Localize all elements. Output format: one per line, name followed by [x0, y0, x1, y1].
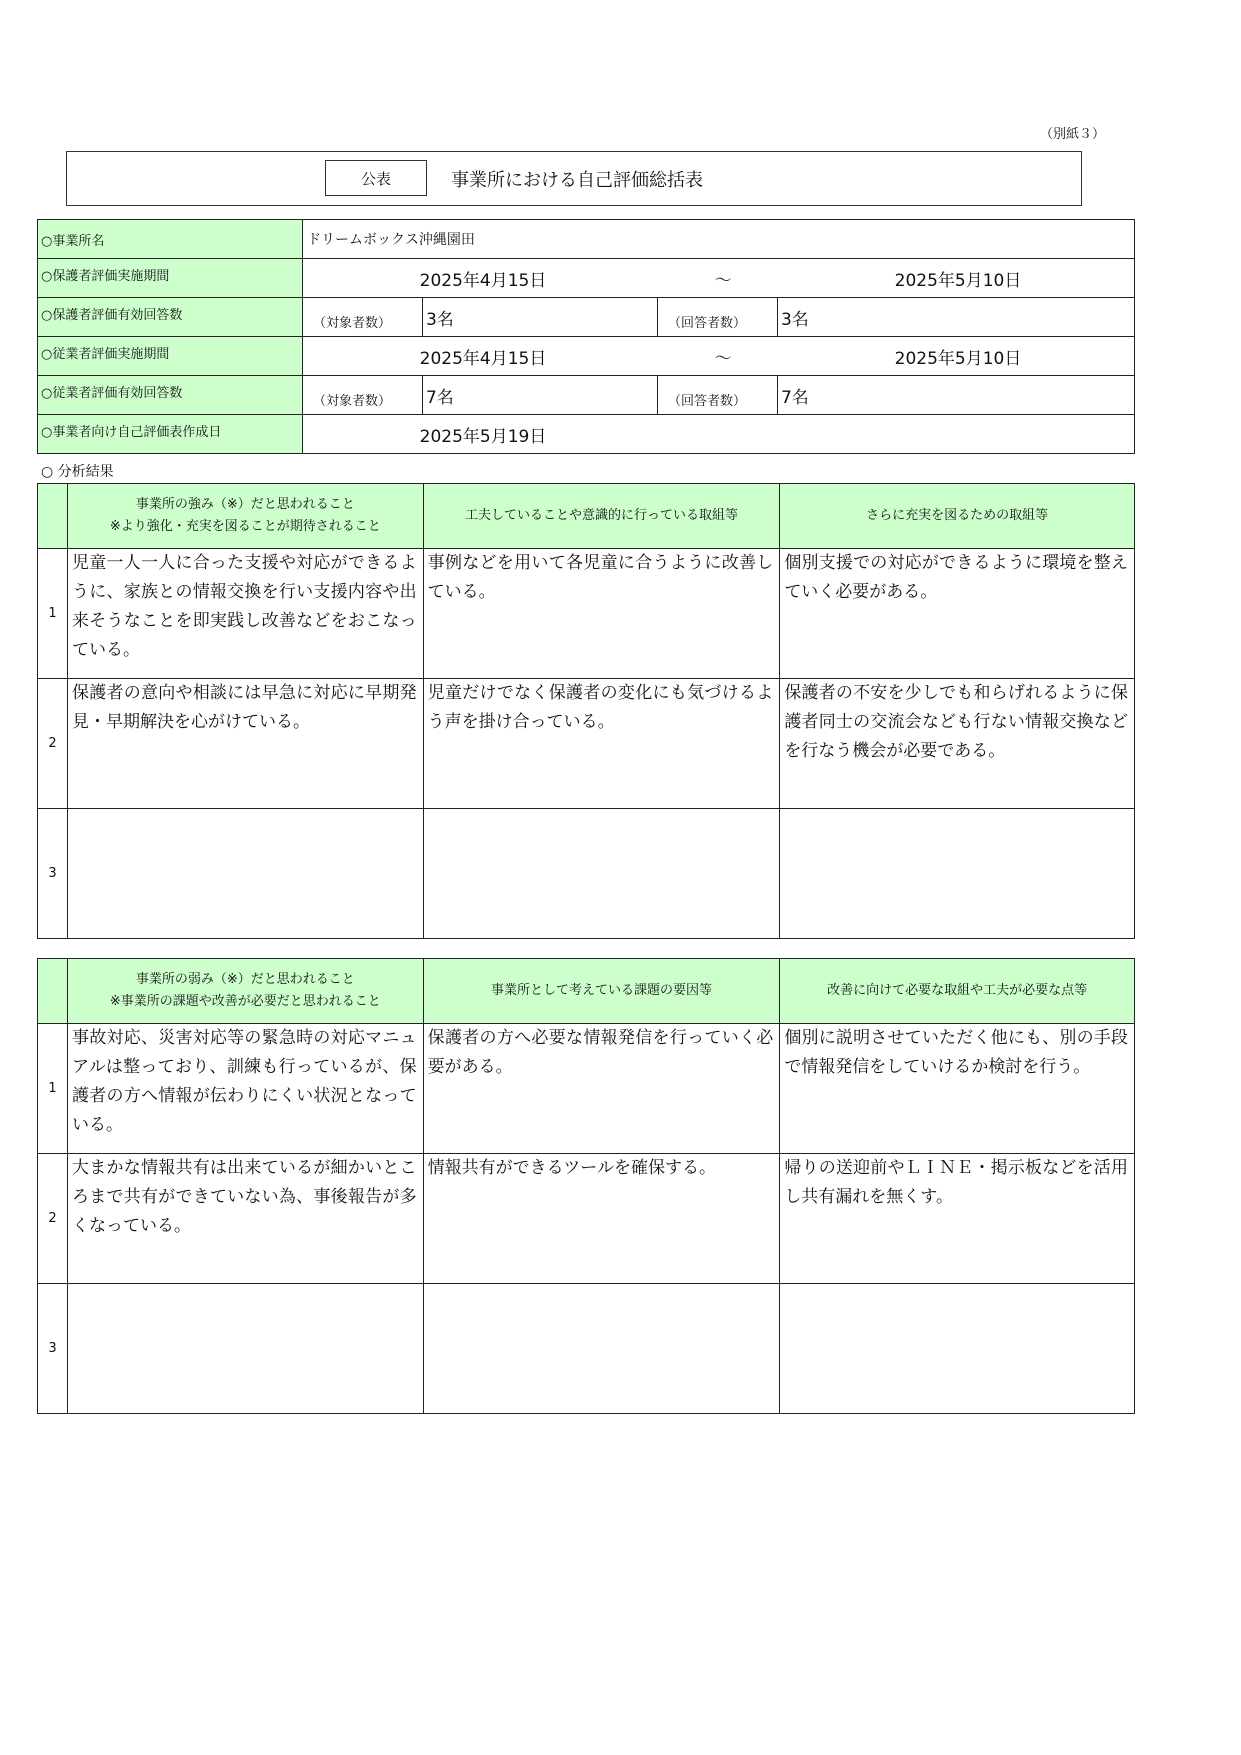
weaknesses-table [37, 958, 1135, 1414]
attachment-label: （別紙３） [1040, 127, 1106, 142]
table-cell: 大まかな情報共有は出来ているが細かいところまで共有ができていない為、事後報告が多くなっている。 [67, 1154, 423, 1284]
table-cell: 事例などを用いて各児童に合うように改善している。 [423, 549, 780, 679]
guardian-target-value: 3名 [422, 298, 657, 337]
table-cell: 情報共有ができるツールを確保する。 [423, 1154, 780, 1284]
weaknesses-header-3: 改善に向けて必要な取組や工夫が必要な点等 [780, 959, 1135, 1024]
staff-period-sep: ～ [714, 348, 732, 369]
title-box [66, 151, 1082, 206]
strengths-header-3: さらに充実を図るための取組等 [780, 484, 1135, 549]
facility-label: ○事業所名 [38, 220, 303, 259]
table-cell: 保護者の不安を少しでも和らげれるように保護者同士の交流会なども行ない情報交換などを行なう機会が必要である。 [780, 679, 1135, 809]
staff-target-value: 7名 [422, 376, 657, 415]
row-number: 1 [38, 1024, 68, 1154]
staff-count-label: ○従業者評価有効回答数 [38, 376, 303, 415]
table-cell [423, 1284, 780, 1414]
analysis-label: ○ 分析結果 [41, 464, 114, 480]
staff-answer-label: （回答者数） [657, 376, 777, 415]
staff-target-label: （対象者数） [303, 376, 423, 415]
table-cell: 個別支援での対応ができるように環境を整えていく必要がある。 [780, 549, 1135, 679]
strengths-table [37, 483, 1135, 939]
table-cell: 保護者の意向や相談には早急に対応に早期発見・早期解決を心がけている。 [67, 679, 423, 809]
row-number: 3 [38, 809, 68, 939]
row-number: 2 [38, 1154, 68, 1284]
row-number: 3 [38, 1284, 68, 1414]
strengths-header-1: 事業所の強み（※）だと思われること ※より強化・充実を図ることが期待されること [67, 484, 423, 549]
guardian-period-start: 2025年4月15日 [419, 270, 547, 291]
table-cell: 児童一人一人に合った支援や対応ができるように、家族との情報交換を行い支援内容や出来そうなことを即実践し改善などをおこなっている。 [67, 549, 423, 679]
table-cell [780, 809, 1135, 939]
table-cell: 個別に説明させていただく他にも、別の手段で情報発信をしていけるか検討を行う。 [780, 1024, 1135, 1154]
header-num-cell [38, 484, 68, 549]
guardian-answer-value: 3名 [777, 298, 1134, 337]
public-badge: 公表 [325, 160, 427, 196]
staff-period-end: 2025年5月10日 [894, 348, 1022, 369]
table-cell: 事故対応、災害対応等の緊急時の対応マニュアルは整っており、訓練も行っているが、保護者の方へ情報が伝わりにくい状況となっている。 [67, 1024, 423, 1154]
strengths-header-2: 工夫していることや意識的に行っている取組等 [423, 484, 780, 549]
weaknesses-header-2: 事業所として考えている課題の要因等 [423, 959, 780, 1024]
staff-answer-value: 7名 [777, 376, 1134, 415]
table-cell [67, 809, 423, 939]
guardian-period-end: 2025年5月10日 [894, 270, 1022, 291]
created-label: ○事業者向け自己評価表作成日 [38, 415, 303, 454]
guardian-period-label: ○保護者評価実施期間 [38, 259, 303, 298]
weaknesses-header-1: 事業所の弱み（※）だと思われること ※事業所の課題や改善が必要だと思われること [67, 959, 423, 1024]
created-date: 2025年5月19日 [419, 426, 547, 447]
table-cell: 帰りの送迎前やＬＩＮＥ・掲示板などを活用し共有漏れを無くす。 [780, 1154, 1135, 1284]
row-number: 1 [38, 549, 68, 679]
page-title: 事業所における自己評価総括表 [451, 170, 703, 191]
row-number: 2 [38, 679, 68, 809]
guardian-period-sep: ～ [714, 270, 732, 291]
table-cell [780, 1284, 1135, 1414]
guardian-answer-label: （回答者数） [657, 298, 777, 337]
staff-period-start: 2025年4月15日 [419, 348, 547, 369]
table-cell [67, 1284, 423, 1414]
table-cell: 保護者の方へ必要な情報発信を行っていく必要がある。 [423, 1024, 780, 1154]
staff-period-label: ○従業者評価実施期間 [38, 337, 303, 376]
table-cell: 児童だけでなく保護者の変化にも気づけるよう声を掛け合っている。 [423, 679, 780, 809]
table-cell [423, 809, 780, 939]
header-num-cell [38, 959, 68, 1024]
facility-name: ドリームボックス沖縄園田 [303, 220, 1135, 259]
guardian-count-label: ○保護者評価有効回答数 [38, 298, 303, 337]
info-table [37, 219, 1135, 454]
guardian-target-label: （対象者数） [303, 298, 423, 337]
